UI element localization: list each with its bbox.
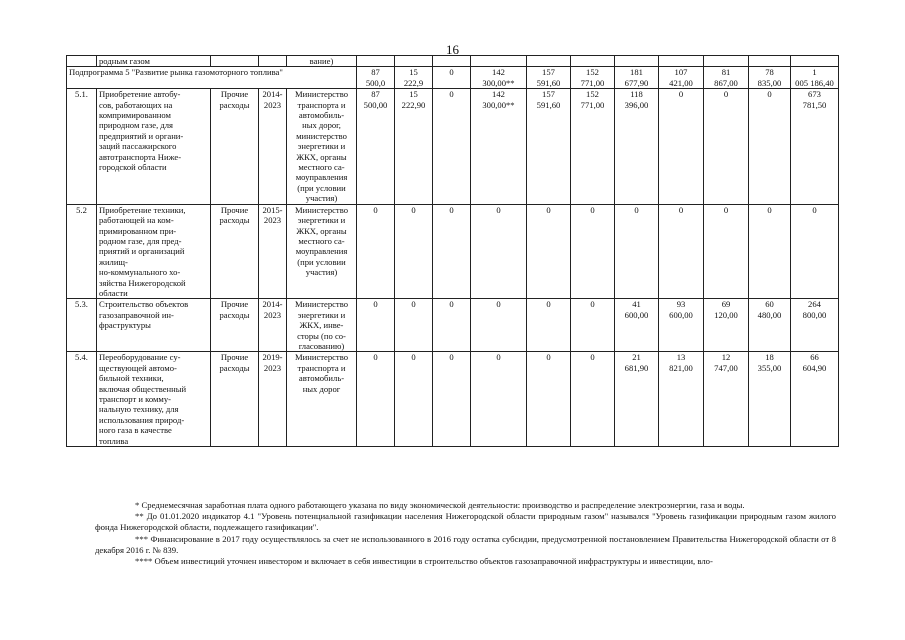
text-line: местного са- <box>298 162 345 173</box>
value-cell: 0 <box>749 89 791 204</box>
text-line: Министерство <box>295 89 348 100</box>
text-line: ных дорог, <box>302 120 341 131</box>
value-cell <box>357 89 395 204</box>
text-line: Прочие <box>220 89 249 100</box>
num-cell <box>67 56 97 67</box>
text-line: транспорта и <box>297 362 346 373</box>
text-line: 2023 <box>263 362 282 373</box>
text-line: (при условии <box>297 256 346 267</box>
value-cell <box>571 67 615 89</box>
source-cell <box>211 56 259 67</box>
value-remainder: 480,00 <box>757 309 782 320</box>
value-cell <box>615 67 659 89</box>
value-thousands: 157 <box>542 67 555 78</box>
value-cell: 0 <box>704 89 749 204</box>
value-thousands: 264 <box>808 299 821 310</box>
text-line: (при условии <box>297 182 346 193</box>
value-remainder: 591,60 <box>536 77 561 88</box>
text-line: работающей на ком- <box>99 215 174 226</box>
value-thousands: 66 <box>810 352 819 363</box>
value-cell <box>615 56 659 67</box>
text-line: нальную технику, для <box>99 404 179 415</box>
text-line: расходы <box>219 215 250 226</box>
value-thousands: 69 <box>721 299 731 310</box>
text-line: Приобретение техники, <box>99 204 186 215</box>
text-line: участия) <box>305 193 338 204</box>
value-remainder: 222,90 <box>401 99 426 110</box>
value-remainder: 421,00 <box>669 77 693 88</box>
value-thousands: 107 <box>674 67 688 78</box>
text-line: жилищ- <box>99 256 128 267</box>
text-line: топлива <box>99 435 129 446</box>
value-thousands: 78 <box>765 67 774 78</box>
value-thousands: 93 <box>676 299 686 310</box>
value-cell <box>395 56 433 67</box>
value-cell: 0 <box>791 204 839 299</box>
value-cell <box>749 56 791 67</box>
table-row <box>67 89 839 204</box>
value-cell <box>791 56 839 67</box>
value-cell <box>471 89 527 204</box>
name-cell <box>97 89 211 204</box>
responsible-cell <box>287 89 357 204</box>
value-cell: 0 <box>527 352 571 447</box>
table-row-subprogram <box>67 67 839 89</box>
value-remainder: 300,00** <box>482 99 515 110</box>
text-line: энергетики и <box>297 141 346 152</box>
value-cell: 0 <box>433 89 471 204</box>
text-line: энергетики и <box>297 215 346 226</box>
footnote: ** До 01.01.2020 индикатор 4.1 "Уровень потенциальной газификации населения Нижегородской области природным газом" назывался "Уровень газификации природным газом жилого фонда Нижегородской области, подлежащего газификации". <box>95 511 836 533</box>
value-cell <box>433 56 471 67</box>
value-cell: 0 <box>433 299 471 352</box>
value-cell: 0 <box>357 204 395 299</box>
text-line: ЖКХ, инве- <box>299 320 344 331</box>
text-line: 2023 <box>263 309 282 320</box>
text-line: родном газе, для пред- <box>99 235 182 246</box>
value-cell <box>527 67 571 89</box>
period-cell <box>259 299 287 352</box>
value-cell <box>704 67 749 89</box>
text-line: ного газа в качестве <box>99 425 172 436</box>
period-cell <box>259 56 287 67</box>
value-thousands: 1 <box>812 67 817 78</box>
period-cell <box>259 89 287 204</box>
value-remainder: 681,90 <box>624 362 649 373</box>
text-line: компримированном <box>99 110 171 121</box>
value-cell: 0 <box>395 204 433 299</box>
value-thousands: 673 <box>808 89 821 100</box>
text-line: ЖКХ, органы <box>296 151 347 162</box>
value-thousands: 81 <box>721 67 731 78</box>
value-thousands: 21 <box>632 352 641 363</box>
value-remainder: 005 186,40 <box>795 77 834 88</box>
value-cell: 0 <box>395 352 433 447</box>
text-line: 2023 <box>263 215 282 226</box>
value-remainder: 800,00 <box>802 309 827 320</box>
table-row <box>67 352 839 447</box>
text-line: министерство <box>296 130 347 141</box>
text-line: включая общественный <box>99 383 187 394</box>
value-thousands: 181 <box>630 67 643 78</box>
text-line: газозаправочной ин- <box>99 309 174 320</box>
value-remainder: 500,00 <box>363 99 388 110</box>
name-cell <box>97 299 211 352</box>
value-cell <box>749 299 791 352</box>
value-cell: 0 <box>395 299 433 352</box>
num-cell: 5.1. <box>67 89 97 204</box>
text-line: транспорта и <box>297 99 346 110</box>
value-cell <box>615 352 659 447</box>
text-line: бильной техники, <box>99 373 164 384</box>
text-line: автотранспорта Ниже- <box>99 151 182 162</box>
text-line: фраструктуры <box>99 320 151 331</box>
name-cell <box>97 204 211 299</box>
text-line: примированном при- <box>99 225 177 236</box>
value-cell: 0 <box>433 67 471 89</box>
text-line: области <box>99 287 128 298</box>
value-remainder: 355,00 <box>757 362 782 373</box>
financing-table <box>66 55 839 447</box>
value-thousands: 87 <box>371 67 380 78</box>
table-row-continuation <box>67 56 839 67</box>
value-cell <box>395 89 433 204</box>
value-cell: 0 <box>433 352 471 447</box>
text-line: расходы <box>219 99 250 110</box>
text-line: Прочие <box>220 204 249 215</box>
value-cell: 0 <box>527 204 571 299</box>
value-thousands: 87 <box>371 89 380 100</box>
value-cell: 0 <box>471 299 527 352</box>
num-cell: 5.3. <box>67 299 97 352</box>
text-line: Прочие <box>220 299 249 310</box>
value-thousands: 12 <box>721 352 731 363</box>
source-cell <box>211 299 259 352</box>
text-line: приятий и организаций <box>99 246 185 257</box>
value-cell: 0 <box>659 204 704 299</box>
value-remainder: 781,50 <box>802 99 827 110</box>
value-cell <box>527 56 571 67</box>
value-thousands: 142 <box>492 89 505 100</box>
value-cell <box>659 299 704 352</box>
value-cell <box>659 67 704 89</box>
value-remainder: 600,00 <box>624 309 649 320</box>
value-cell: 0 <box>571 299 615 352</box>
source-cell <box>211 204 259 299</box>
text-line: сторы (по со- <box>297 330 346 341</box>
value-cell <box>571 56 615 67</box>
text-line: заций пассажирского <box>99 141 177 152</box>
text-line: 2023 <box>263 99 282 110</box>
text-line: моуправления <box>295 246 348 257</box>
footnote: *** Финансирование в 2017 году осуществлялось за счет не использованного в 2016 году остатка субсидии, предусмотренной постановлением Правительства Нижегородской области от 8 декабря 2016 г. № 839. <box>95 533 836 555</box>
text-line: Строительство объектов <box>99 299 189 310</box>
text-line: автомобиль- <box>298 110 345 121</box>
period-cell <box>259 204 287 299</box>
value-cell <box>571 89 615 204</box>
text-line: 2014- <box>262 89 283 100</box>
value-remainder: 120,00 <box>714 309 738 320</box>
value-cell <box>471 67 527 89</box>
value-cell: 0 <box>571 352 615 447</box>
text-line: Прочие <box>220 352 249 363</box>
text-line: ществующей автомо- <box>99 362 177 373</box>
text-line: Переоборудование су- <box>99 352 181 363</box>
text-line: автомобиль- <box>298 373 345 384</box>
value-remainder: 500,0 <box>365 77 386 88</box>
value-remainder: 604,90 <box>802 362 827 373</box>
value-thousands: 15 <box>409 67 418 78</box>
value-remainder: 747,00 <box>714 362 738 373</box>
table-row <box>67 204 839 299</box>
value-cell <box>749 67 791 89</box>
value-cell <box>659 56 704 67</box>
value-cell: 0 <box>749 204 791 299</box>
value-cell: 0 <box>433 204 471 299</box>
value-cell <box>659 352 704 447</box>
responsible-cell <box>287 204 357 299</box>
text-line: предприятий и органи- <box>99 130 184 141</box>
text-line: участия) <box>305 267 338 278</box>
value-cell <box>704 299 749 352</box>
value-cell: 0 <box>471 204 527 299</box>
value-remainder: 600,00 <box>669 309 693 320</box>
value-thousands: 152 <box>586 67 599 78</box>
value-cell <box>357 56 395 67</box>
text-line: ЖКХ, органы <box>296 225 347 236</box>
footnotes <box>95 500 836 567</box>
value-thousands: 152 <box>586 89 599 100</box>
value-cell: 0 <box>357 352 395 447</box>
value-cell <box>357 67 395 89</box>
value-thousands: 13 <box>676 352 686 363</box>
value-cell <box>527 89 571 204</box>
value-remainder: 591,60 <box>536 99 561 110</box>
text-line: Министерство <box>295 352 348 363</box>
text-line: местного са- <box>298 235 345 246</box>
text-line: транспорт и комму- <box>99 394 172 404</box>
text-line: но-коммунального хо- <box>99 267 181 278</box>
text-line: природном газе, для <box>99 120 173 131</box>
value-cell <box>615 89 659 204</box>
text-line: Министерство <box>295 299 348 310</box>
source-cell <box>211 89 259 204</box>
value-cell <box>791 67 839 89</box>
value-cell: 0 <box>615 204 659 299</box>
text-line: использования природ- <box>99 414 185 425</box>
text-line: Приобретение автобу- <box>99 89 181 100</box>
footnote: * Среднемесячная заработная плата одного работающего указана по виду экономической деятельности: производство и распределение электроэнергии, газа и воды. <box>135 500 745 510</box>
text-line: сов, работающих на <box>99 99 173 110</box>
text-line: расходы <box>219 309 250 320</box>
value-remainder: 222,9 <box>403 77 424 88</box>
value-remainder: 396,00 <box>624 99 649 110</box>
value-cell <box>704 56 749 67</box>
text-line: энергетики и <box>297 309 346 320</box>
text-line: 2014- <box>262 299 283 310</box>
name-cell: родным газом <box>97 56 211 67</box>
value-cell: 0 <box>704 204 749 299</box>
source-cell <box>211 352 259 447</box>
value-thousands: 60 <box>765 299 774 310</box>
subprogram-title: Подпрограмма 5 "Развитие рынка газомоторного топлива" <box>67 67 357 89</box>
value-cell: 0 <box>527 299 571 352</box>
value-cell <box>791 299 839 352</box>
value-cell: 0 <box>571 204 615 299</box>
text-line: моуправления <box>295 172 348 183</box>
value-cell <box>749 352 791 447</box>
value-thousands: 157 <box>542 89 555 100</box>
name-cell <box>97 352 211 447</box>
value-remainder: 835,00 <box>757 77 782 88</box>
responsible-cell <box>287 352 357 447</box>
responsible-cell <box>287 299 357 352</box>
footnote: **** Объем инвестиций уточнен инвестором и включает в себя инвестиции в строительство объектов газозаправочной инфраструктуры и инвестиции, вло- <box>135 556 713 567</box>
num-cell: 5.4. <box>67 352 97 447</box>
value-cell <box>615 299 659 352</box>
text-line: гласованию) <box>298 340 345 351</box>
value-cell: 0 <box>659 89 704 204</box>
num-cell: 5.2 <box>67 204 97 299</box>
text-line: городской области <box>99 162 167 173</box>
table-row <box>67 299 839 352</box>
value-remainder: 771,00 <box>580 99 605 110</box>
value-thousands: 142 <box>492 67 505 78</box>
value-cell <box>471 56 527 67</box>
value-remainder: 821,00 <box>669 362 693 373</box>
value-remainder: 300,00** <box>482 77 515 88</box>
value-remainder: 771,00 <box>580 77 605 88</box>
period-cell <box>259 352 287 447</box>
value-remainder: 867,00 <box>714 77 738 88</box>
value-cell <box>791 89 839 204</box>
value-cell: 0 <box>357 299 395 352</box>
value-cell <box>704 352 749 447</box>
text-line: 2019- <box>262 352 283 363</box>
value-thousands: 15 <box>409 89 418 100</box>
text-line: 2015- <box>262 204 283 215</box>
page-number: 16 <box>446 42 459 57</box>
value-cell: 0 <box>471 352 527 447</box>
value-remainder: 677,90 <box>624 77 649 88</box>
text-line: расходы <box>219 362 250 373</box>
value-thousands: 41 <box>632 299 641 310</box>
value-thousands: 18 <box>765 352 774 363</box>
text-line: зяйства Нижегородской <box>99 277 186 288</box>
responsible-cell: вание) <box>287 56 357 67</box>
text-line: Министерство <box>295 204 348 215</box>
value-thousands: 118 <box>630 89 643 100</box>
text-line: ных дорог <box>302 383 341 394</box>
value-cell <box>395 67 433 89</box>
value-cell <box>791 352 839 447</box>
